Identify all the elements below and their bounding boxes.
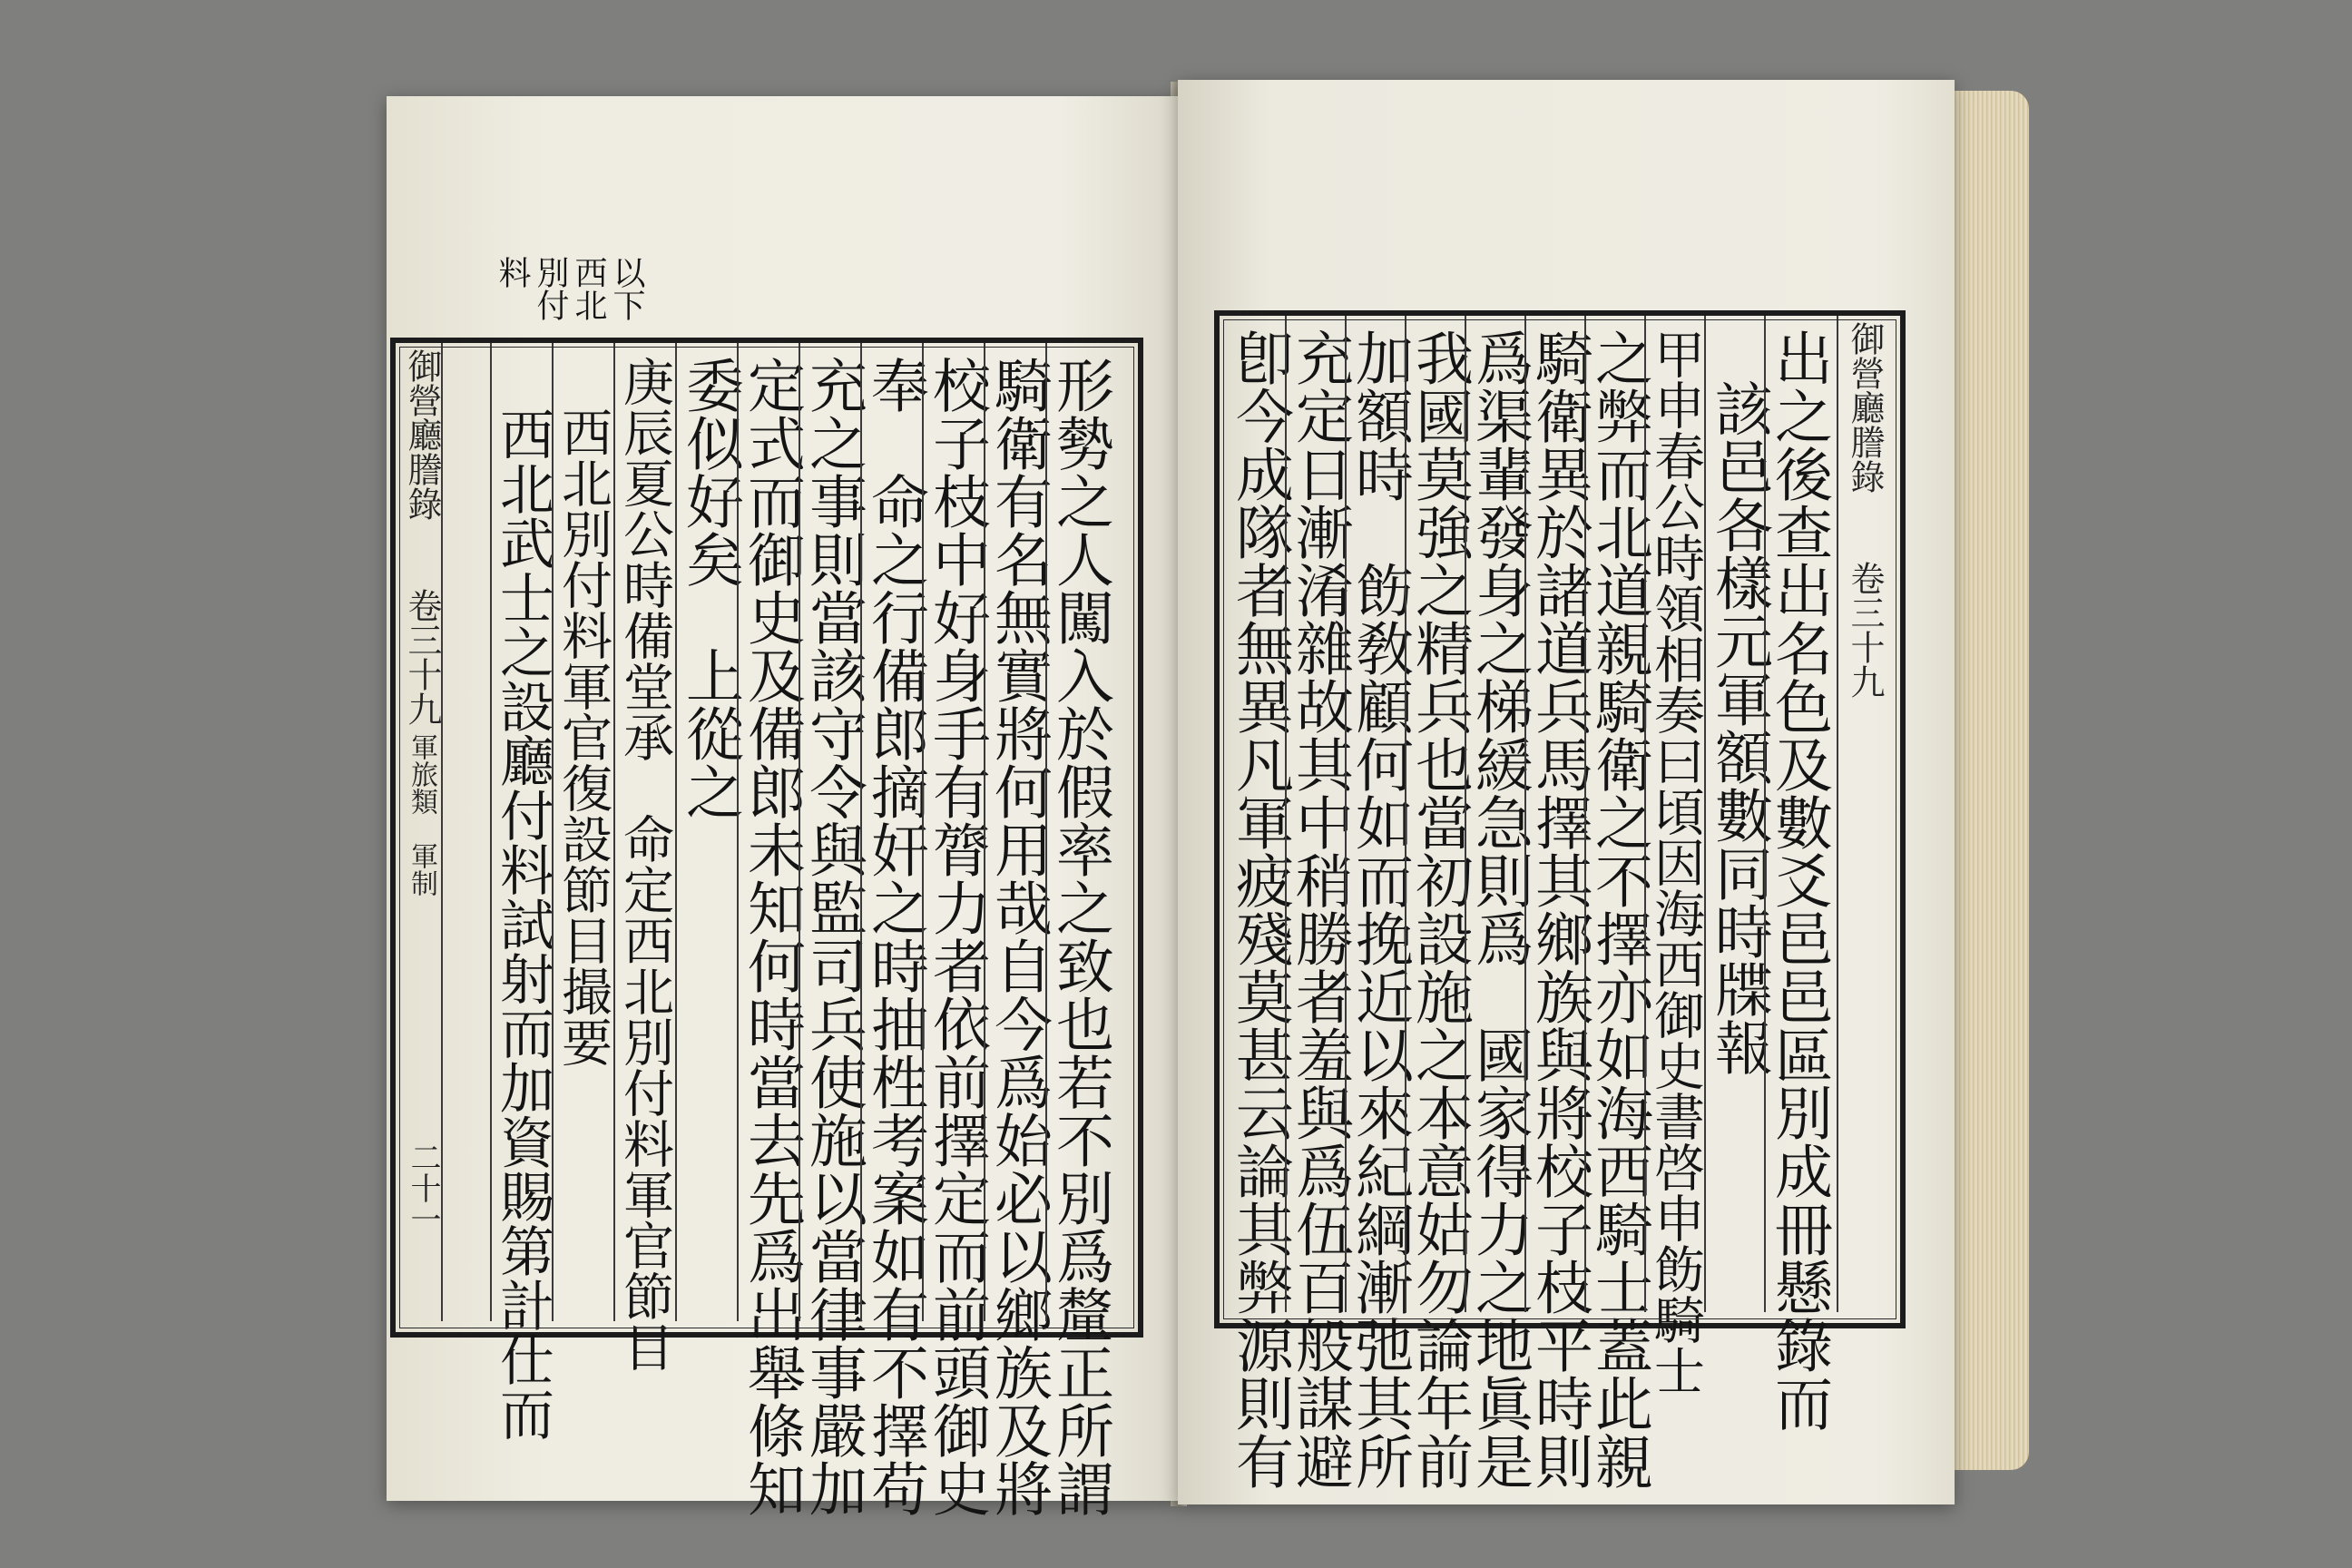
text-column-5: 騎衛異於諸道兵馬擇其鄉族與將校子枝平時則 xyxy=(1525,328,1592,1490)
text-frame xyxy=(390,338,1143,1517)
text-column-6: 定式而御史及備郎未知何時當去先爲出舉條知 xyxy=(738,356,805,1517)
text-column-3: 甲申春公時領相奏曰頃因海西御史書啓申飭騎士 xyxy=(1646,328,1705,1396)
text-column-4: 之弊而北道親騎衛之不擇亦如海西騎士蓋此親 xyxy=(1585,328,1652,1490)
banner-title: 御營廳謄錄 xyxy=(1845,321,1885,494)
margin-note-line-3: 別付 xyxy=(532,256,569,321)
text-column-2: 該邑各樣元軍額數同時牒報 xyxy=(1705,379,1772,1076)
text-column-3: 校子枝中好身手有膂力者依前擇定而前頭御史 xyxy=(923,356,990,1517)
banner-section: 卷三十九 xyxy=(402,588,442,726)
margin-note-line-2: 西北 xyxy=(570,256,607,321)
banner-rule xyxy=(441,343,443,1321)
banner-section: 卷三十九 xyxy=(1845,561,1885,699)
text-column-1: 形勢之人闖入於假率之致也若不別爲釐正所謂 xyxy=(1046,356,1113,1517)
text-column-10: 卽今成隊者無異凡軍疲殘莫甚云論其弊源則有 xyxy=(1226,328,1293,1490)
text-column-8: 加額時 飭敎顧何如而挽近以來紀綱漸弛其所 xyxy=(1346,328,1413,1490)
margin-note-line-4: 料 xyxy=(494,256,531,289)
banner-sub: 軍制 xyxy=(406,842,437,897)
right-page xyxy=(1178,80,1955,1504)
banner-title: 御營廳謄錄 xyxy=(402,348,442,521)
text-column-7: 委似好矣 上從之 xyxy=(676,356,743,820)
text-column-2: 騎衛有名無實將何用哉自今爲始必以鄉族及將 xyxy=(985,356,1052,1517)
text-column-10: 西北武士之設廳付料試射而加資賜第計仕而 xyxy=(491,407,554,1441)
text-column-5: 充之事則當該守令與監司兵使施以當律事嚴加 xyxy=(799,356,867,1517)
banner-category: 軍旅類 xyxy=(406,733,437,815)
text-column-1: 出之後查出名色及數爻邑邑區別成冊懸錄而 xyxy=(1765,328,1832,1432)
margin-note-line-1: 以下 xyxy=(608,256,645,321)
banner-rule xyxy=(1837,316,1838,1312)
text-column-9: 充定日漸淆雜故其中稍勝者羞與爲伍百般謀避 xyxy=(1286,328,1353,1490)
text-column-6: 爲渠輩發身之梯緩急則爲 國家得力之地眞是 xyxy=(1465,328,1533,1490)
text-frame xyxy=(1214,310,1906,1490)
margin-note xyxy=(494,256,645,321)
left-page xyxy=(387,96,1178,1517)
page-number: 二十一 xyxy=(405,1142,441,1234)
text-column-9: 西北別付料軍官復設節目撮要 xyxy=(554,407,612,1067)
text-column-7: 我國莫強之精兵也當初設施之本意姑勿論年前 xyxy=(1406,328,1473,1490)
page-edges xyxy=(1942,91,2029,1470)
text-column-8: 庚辰夏公時備堂承 命定西北別付料軍官節目 xyxy=(615,356,674,1372)
text-column-4: 奉 命之行備郎摘奸之時抽栍考案如有不擇苟 xyxy=(861,356,928,1517)
